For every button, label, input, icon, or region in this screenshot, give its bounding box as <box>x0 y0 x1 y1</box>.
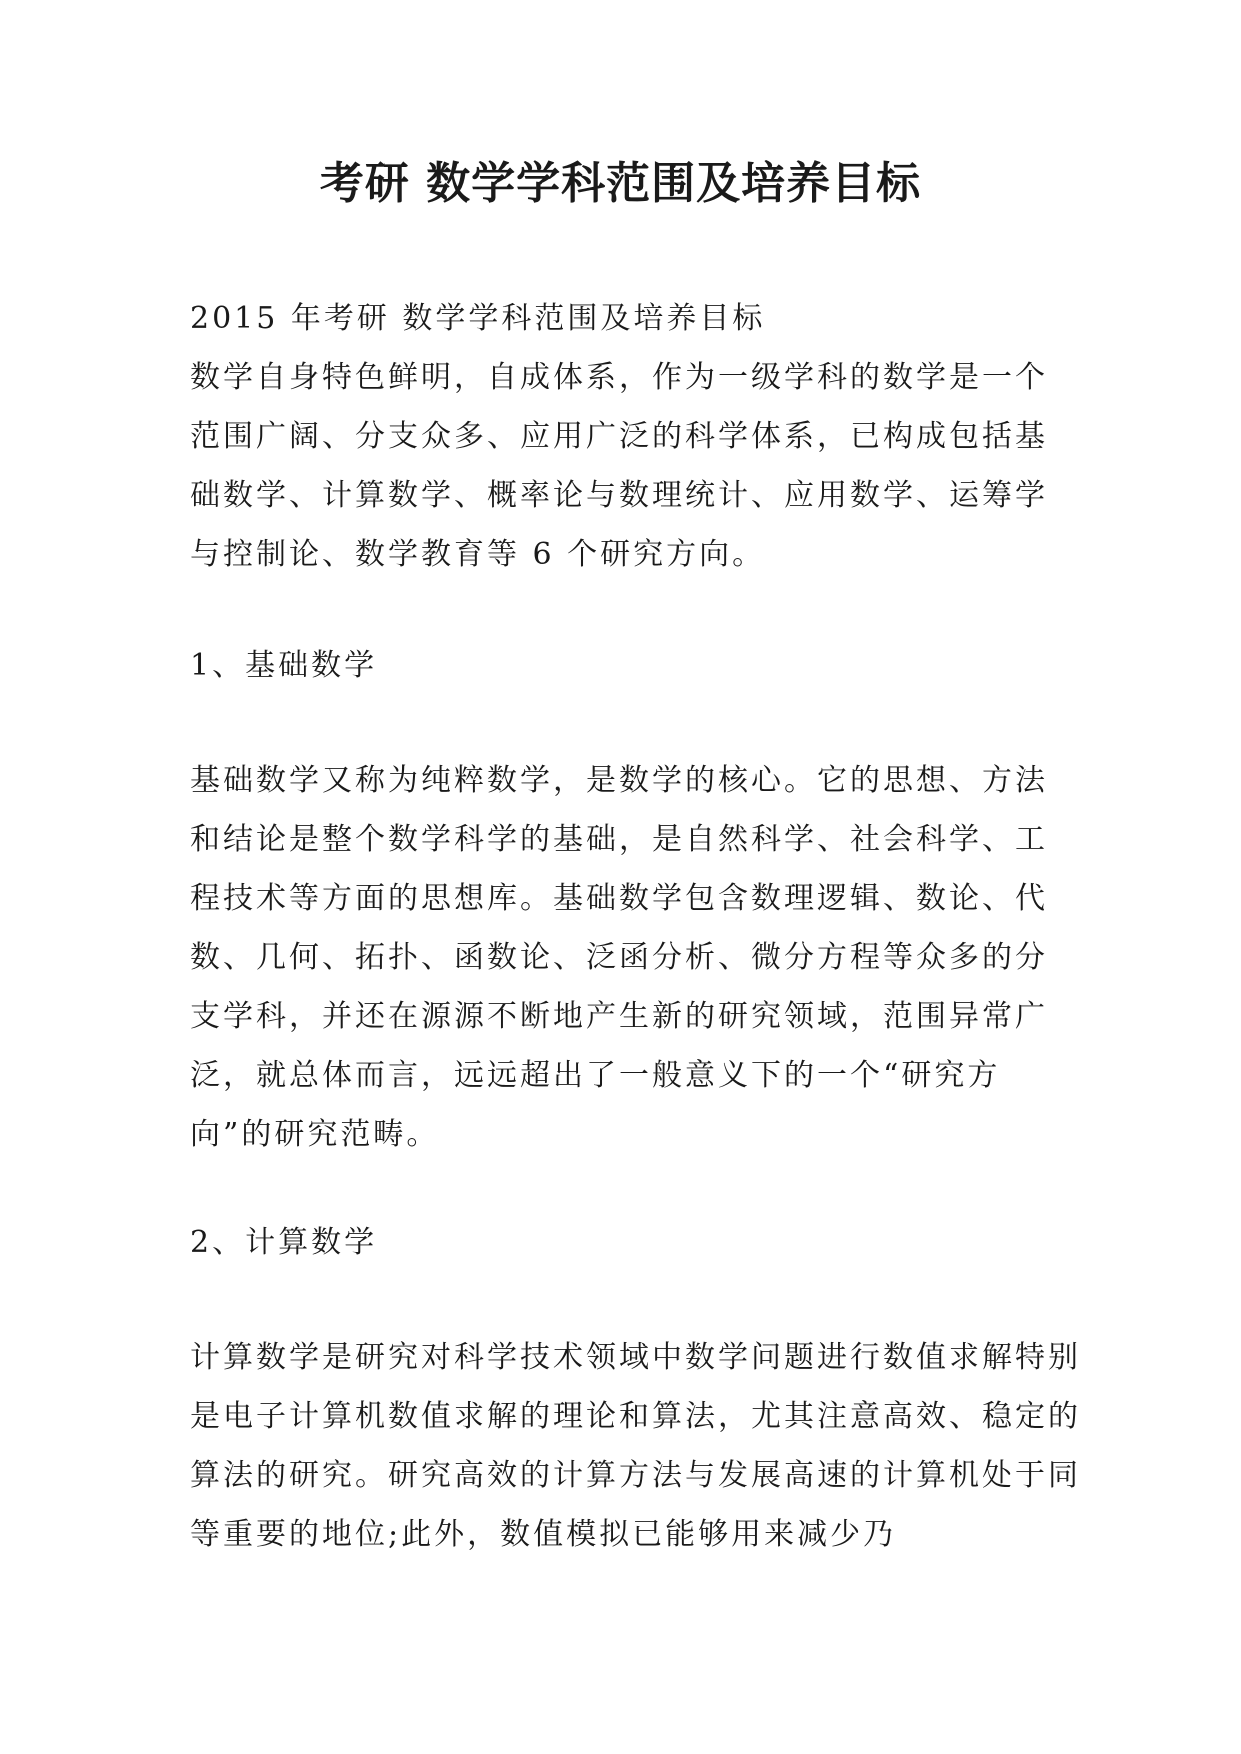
section-heading-computational-math: 2、计算数学 <box>190 1225 378 1260</box>
document-subtitle: 2015 年考研 数学学科范围及培养目标 <box>190 301 766 336</box>
intro-paragraph: 数学自身特色鲜明，自成体系，作为一级学科的数学是一个范围广阔、分支众多、应用广泛的科学体系，已构成包括基础数学、计算数学、概率论与数理统计、应用数学、运筹学与控制论、数学教育等 6 个研究方向。 <box>190 360 1048 572</box>
section-body-basic-math: 基础数学又称为纯粹数学，是数学的核心。它的思想、方法和结论是整个数学科学的基础，是自然科学、社会科学、工程技术等方面的思想库。基础数学包含数理逻辑、数论、代数、几何、拓扑、函数论、泛函分析、微分方程等众多的分支学科，并还在源源不断地产生新的研究领域，范围异常广泛，就总体而言，远远超出了一般意义下的一个“研究方向”的研究范畴。 <box>190 763 1048 1152</box>
section-body-computational-math: 计算数学是研究对科学技术领域中数学问题进行数值求解特别是电子计算机数值求解的理论和算法，尤其注意高效、稳定的算法的研究。研究高效的计算方法与发展高速的计算机处于同等重要的地位;此外，数值模拟已能够用来减少乃 <box>190 1340 1081 1552</box>
document-title: 考研 数学学科范围及培养目标 <box>319 158 922 209</box>
section-heading-basic-math: 1、基础数学 <box>190 648 378 683</box>
